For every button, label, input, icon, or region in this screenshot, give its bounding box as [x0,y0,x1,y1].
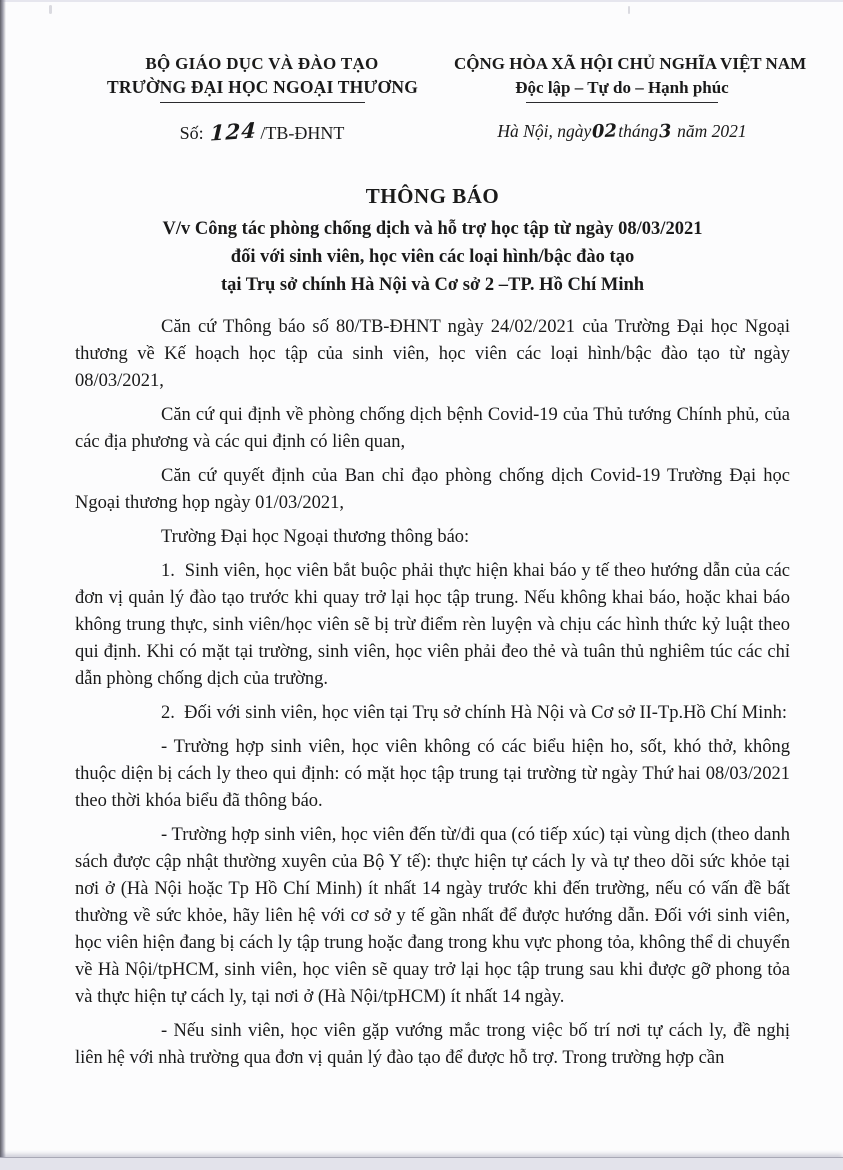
document-body [75,314,790,1072]
paragraph-basis-2: Căn cứ qui định về phòng chống dịch bệnh Covid-19 của Thủ tướng Chính phủ, của các địa phương và các qui định có liên quan, [75,405,790,452]
document-subtitle-line-1: V/v Công tác phòng chống dịch và hỗ trợ học tập từ ngày 08/03/2021 [162,219,703,239]
document-header [75,54,807,146]
national-header: CỘNG HÒA XÃ HỘI CHỦ NGHĨA VIỆT NAM [454,54,807,73]
date-suffix: năm 2021 [677,121,747,141]
handwritten-day: 02 [591,120,618,143]
paragraph-item-2-bullet-1: - Trường hợp sinh viên, học viên không có các biểu hiện ho, sốt, khó thở, không thuộc diện bị cách ly theo qui định: có mặt học tập trung tại trường từ ngày Thứ hai 08/03/2021 theo thời khóa biểu đã thông báo. [75,737,790,811]
paragraph-item-2-bullet-2: - Trường hợp sinh viên, học viên đến từ/đi qua (có tiếp xúc) tại vùng dịch (theo danh sách được cập nhật thường xuyên của Bộ Y tế): thực hiện tự cách ly và tự theo dõi sức khỏe tại nơi ở (Hà Nội hoặc Tp Hồ Chí Minh) ít nhất 14 ngày trước khi đến trường, nếu có vấn đề bất thường về sức khỏe, hãy liên hệ với cơ sở y tế gần nhất để được hướng dẫn. Đối với sinh viên, học viên hiện đang bị cách ly tập trung hoặc đang trong khu vực phong tỏa, không thể di chuyển về Hà Nội/tpHCM, sinh viên, học viên sẽ quay trở lại học tập trung sau khi được gỡ phong tỏa và thực hiện tự cách ly, tại nơi ở (Hà Nội/tpHCM) ít nhất 14 ngày. [75,825,790,1007]
document-number [107,119,417,144]
paragraph-basis-3: Căn cứ quyết định của Ban chỉ đạo phòng chống dịch Covid-19 Trường Đại học Ngoại thương họp ngày 01/03/2021, [75,466,790,513]
document-number-label: Số: [179,123,204,143]
paragraph-basis-1: Căn cứ Thông báo số 80/TB-ĐHNT ngày 24/02/2021 của Trường Đại học Ngoại thương về Kế hoạch học tập của sinh viên, học viên các loại hình/bậc đào tạo từ ngày 08/03/2021, [75,317,790,391]
paragraph-announcement-lead: Trường Đại học Ngoại thương thông báo: [161,527,470,547]
paragraph-item-2: 2. Đối với sinh viên, học viên tại Trụ sở chính Hà Nội và Cơ sở II-Tp.Hồ Chí Minh: [161,703,787,723]
header-separator-rule [160,102,365,103]
document-title-block [75,184,790,299]
scan-bottom-edge [0,1157,843,1170]
motto-separator-rule [526,102,718,103]
handwritten-month: 3 [658,120,673,143]
document-subtitle-line-3: tại Trụ sở chính Hà Nội và Cơ sở 2 –TP. Hồ Chí Minh [220,275,645,295]
date-middle: tháng [618,121,659,141]
issue-date-line [454,121,790,142]
paragraph-item-2-bullet-3: - Nếu sinh viên, học viên gặp vướng mắc trong việc bố trí nơi tự cách ly, đề nghị liên hệ với nhà trường qua đơn vị quản lý đào tạo để được hỗ trợ. Trong trường hợp cần [75,1021,790,1068]
ministry-name: BỘ GIÁO DỤC VÀ ĐÀO TẠO [145,54,379,73]
university-name: TRƯỜNG ĐẠI HỌC NGOẠI THƯƠNG [107,77,419,97]
date-prefix: Hà Nội, ngày [497,121,592,141]
handwritten-document-number: 124 [209,117,257,146]
national-motto: Độc lập – Tự do – Hạnh phúc [515,78,729,97]
document-subtitle-line-2: đối với sinh viên, học viên các loại hình/bậc đào tạo [230,247,635,267]
issuing-org-block [107,54,417,144]
national-motto-block [454,54,807,143]
document-title: THÔNG BÁO [365,184,500,208]
paragraph-item-1: 1. Sinh viên, học viên bắt buộc phải thực hiện khai báo y tế theo hướng dẫn của các đơn vị quản lý đào tạo trước khi quay trở lại học tập trung. Nếu không khai báo, hoặc khai báo không trung thực, sinh viên/học viên sẽ bị trừ điểm rèn luyện và chịu các hình thức kỷ luật theo qui định. Khi có mặt tại trường, sinh viên, học viên phải đeo thẻ và tuân thủ nghiêm túc các chỉ dẫn phòng chống dịch của trường. [75,561,790,689]
document-number-suffix: /TB-ĐHNT [260,123,345,143]
